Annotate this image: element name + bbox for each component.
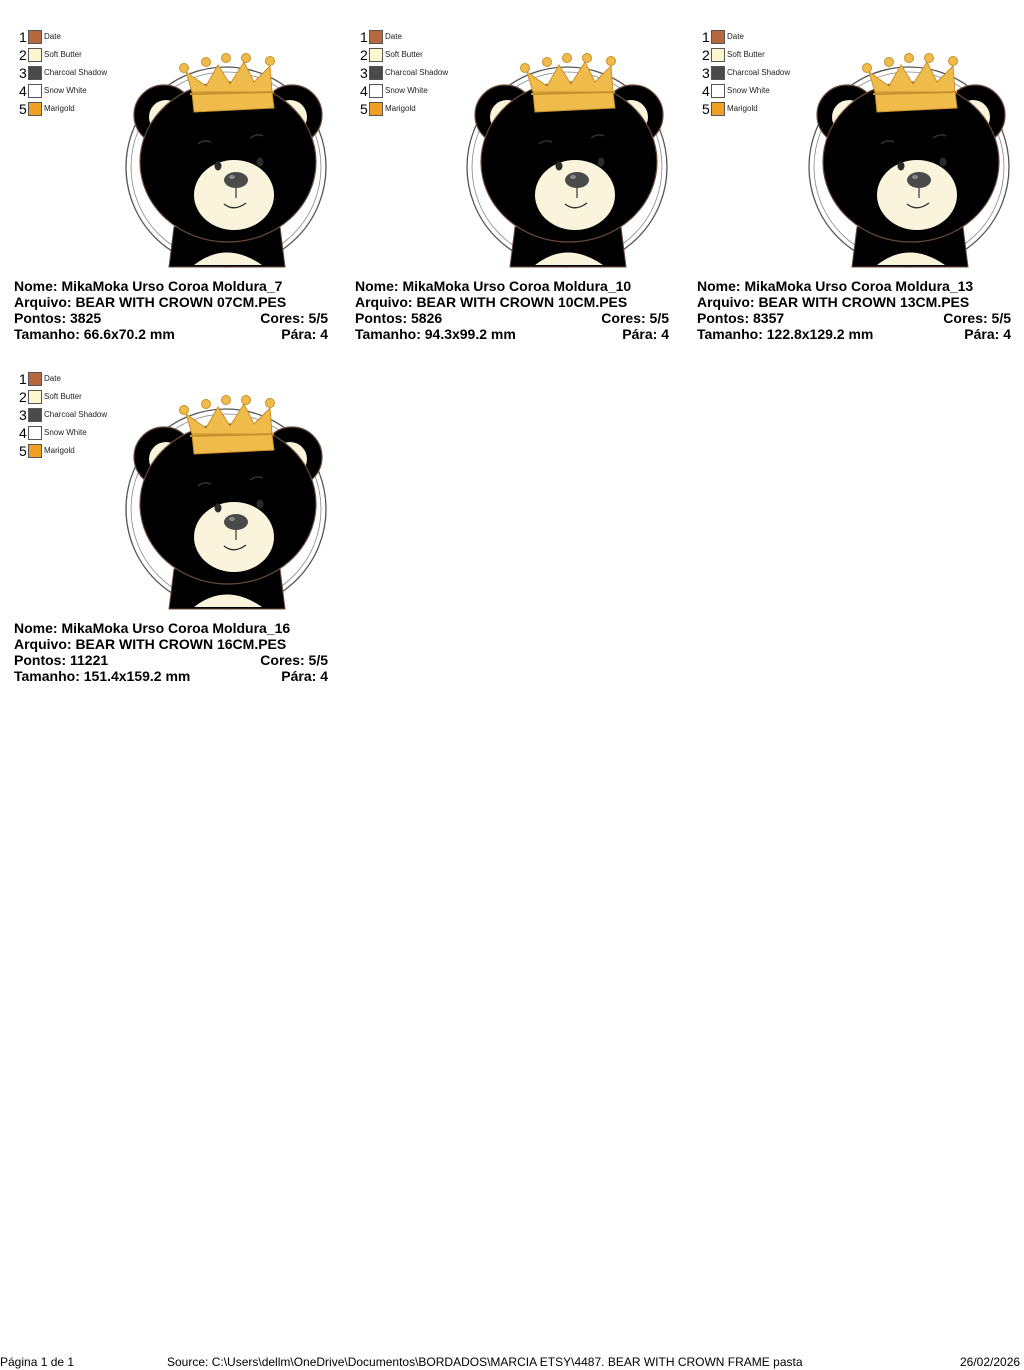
bear-with-crown-illustration bbox=[805, 32, 1013, 270]
thread-swatch bbox=[28, 66, 42, 80]
thread-legend bbox=[697, 28, 807, 118]
thread-name: Marigold bbox=[385, 104, 416, 113]
thread-number: 4 bbox=[19, 83, 27, 99]
thread-swatch bbox=[369, 66, 383, 80]
design-name: Nome: MikaMoka Urso Coroa Moldura_16 bbox=[14, 620, 291, 636]
thread-swatch bbox=[28, 408, 42, 422]
thread-name: Charcoal Shadow bbox=[727, 68, 791, 77]
design-size: Tamanho: 66.6x70.2 mm bbox=[14, 326, 175, 342]
thread-number: 5 bbox=[19, 101, 27, 117]
thread-swatch bbox=[369, 30, 383, 44]
design-name: Nome: MikaMoka Urso Coroa Moldura_13 bbox=[697, 278, 974, 294]
color-count: Cores: 5/5 bbox=[260, 652, 328, 668]
stop-count: Pára: 4 bbox=[964, 326, 1011, 342]
thread-number: 4 bbox=[360, 83, 368, 99]
legend-row-5 bbox=[14, 100, 124, 118]
thread-swatch bbox=[28, 390, 42, 404]
thread-legend bbox=[14, 28, 124, 118]
thread-name: Marigold bbox=[727, 104, 758, 113]
design-name: Nome: MikaMoka Urso Coroa Moldura_10 bbox=[355, 278, 632, 294]
design-file: Arquivo: BEAR WITH CROWN 07CM.PES bbox=[14, 294, 287, 310]
design-name: Nome: MikaMoka Urso Coroa Moldura_7 bbox=[14, 278, 283, 294]
legend-row-5 bbox=[14, 442, 124, 460]
legend-row-3 bbox=[14, 64, 124, 82]
stop-count: Pára: 4 bbox=[281, 326, 328, 342]
thread-number: 1 bbox=[19, 371, 27, 387]
design-info bbox=[697, 278, 1011, 342]
legend-row-1 bbox=[697, 28, 807, 46]
bear-with-crown-illustration bbox=[463, 32, 671, 270]
thread-name: Soft Butter bbox=[727, 50, 765, 59]
thread-swatch bbox=[711, 48, 725, 62]
legend-row-1 bbox=[355, 28, 465, 46]
thread-number: 2 bbox=[702, 47, 710, 63]
thread-number: 4 bbox=[19, 425, 27, 441]
thread-name: Marigold bbox=[44, 104, 75, 113]
legend-row-4 bbox=[355, 82, 465, 100]
thread-swatch bbox=[28, 30, 42, 44]
design-card-2 bbox=[355, 20, 685, 350]
legend-row-5 bbox=[697, 100, 807, 118]
design-info bbox=[14, 278, 328, 342]
thread-name: Snow White bbox=[44, 86, 87, 95]
thread-swatch bbox=[711, 66, 725, 80]
page-number: Página 1 de 1 bbox=[0, 1355, 75, 1369]
legend-row-1 bbox=[14, 28, 124, 46]
thread-name: Soft Butter bbox=[44, 50, 82, 59]
thread-name: Date bbox=[727, 32, 744, 41]
design-size: Tamanho: 94.3x99.2 mm bbox=[355, 326, 516, 342]
design-info bbox=[355, 278, 669, 342]
stop-count: Pára: 4 bbox=[622, 326, 669, 342]
legend-row-1 bbox=[14, 370, 124, 388]
thread-swatch bbox=[28, 48, 42, 62]
design-card-1 bbox=[14, 20, 344, 350]
thread-number: 4 bbox=[702, 83, 710, 99]
thread-name: Date bbox=[44, 32, 61, 41]
thread-number: 1 bbox=[702, 29, 710, 45]
thread-legend bbox=[14, 370, 124, 460]
legend-row-2 bbox=[14, 388, 124, 406]
design-card-3 bbox=[697, 20, 1024, 350]
bear-with-crown-illustration bbox=[122, 374, 330, 612]
stitch-count: Pontos: 8357 bbox=[697, 310, 785, 326]
thread-swatch bbox=[28, 372, 42, 386]
legend-row-4 bbox=[14, 82, 124, 100]
stitch-count: Pontos: 11221 bbox=[14, 652, 109, 668]
thread-name: Soft Butter bbox=[385, 50, 423, 59]
legend-row-2 bbox=[355, 46, 465, 64]
design-file: Arquivo: BEAR WITH CROWN 16CM.PES bbox=[14, 636, 287, 652]
thread-name: Snow White bbox=[727, 86, 770, 95]
thread-swatch bbox=[28, 444, 42, 458]
stop-count: Pára: 4 bbox=[281, 668, 328, 684]
thread-swatch bbox=[369, 48, 383, 62]
design-file: Arquivo: BEAR WITH CROWN 13CM.PES bbox=[697, 294, 970, 310]
stitch-count: Pontos: 3825 bbox=[14, 310, 102, 326]
thread-number: 2 bbox=[19, 389, 27, 405]
stitch-count: Pontos: 5826 bbox=[355, 310, 443, 326]
legend-row-5 bbox=[355, 100, 465, 118]
thread-number: 1 bbox=[19, 29, 27, 45]
source-path: Source: C:\Users\dellm\OneDrive\Documentos\BORDADOS\MARCIA ETSY\4487. BEAR WITH CROWN FRAME pasta bbox=[167, 1355, 803, 1369]
thread-name: Marigold bbox=[44, 446, 75, 455]
thread-name: Snow White bbox=[44, 428, 87, 437]
thread-name: Charcoal Shadow bbox=[44, 410, 108, 419]
design-size: Tamanho: 122.8x129.2 mm bbox=[697, 326, 874, 342]
thread-swatch bbox=[711, 84, 725, 98]
thread-number: 1 bbox=[360, 29, 368, 45]
color-count: Cores: 5/5 bbox=[943, 310, 1011, 326]
design-file: Arquivo: BEAR WITH CROWN 10CM.PES bbox=[355, 294, 628, 310]
thread-number: 2 bbox=[360, 47, 368, 63]
thread-swatch bbox=[711, 102, 725, 116]
legend-row-2 bbox=[14, 46, 124, 64]
thread-legend bbox=[355, 28, 465, 118]
thread-name: Date bbox=[44, 374, 61, 383]
thread-swatch bbox=[369, 84, 383, 98]
thread-number: 3 bbox=[702, 65, 710, 81]
thread-name: Snow White bbox=[385, 86, 428, 95]
thread-name: Charcoal Shadow bbox=[44, 68, 108, 77]
thread-number: 3 bbox=[19, 407, 27, 423]
design-info bbox=[14, 620, 328, 684]
print-date: 26/02/2026 bbox=[960, 1355, 1021, 1369]
design-card-4 bbox=[14, 362, 344, 692]
thread-number: 5 bbox=[19, 443, 27, 459]
thread-swatch bbox=[711, 30, 725, 44]
legend-row-3 bbox=[355, 64, 465, 82]
thread-swatch bbox=[28, 102, 42, 116]
legend-row-4 bbox=[697, 82, 807, 100]
thread-swatch bbox=[28, 426, 42, 440]
bear-with-crown-illustration bbox=[122, 32, 330, 270]
thread-number: 3 bbox=[19, 65, 27, 81]
legend-row-2 bbox=[697, 46, 807, 64]
thread-name: Date bbox=[385, 32, 402, 41]
legend-row-4 bbox=[14, 424, 124, 442]
thread-number: 5 bbox=[360, 101, 368, 117]
legend-row-3 bbox=[14, 406, 124, 424]
thread-number: 3 bbox=[360, 65, 368, 81]
thread-number: 5 bbox=[702, 101, 710, 117]
thread-name: Charcoal Shadow bbox=[385, 68, 449, 77]
thread-swatch bbox=[28, 84, 42, 98]
thread-swatch bbox=[369, 102, 383, 116]
thread-number: 2 bbox=[19, 47, 27, 63]
thread-name: Soft Butter bbox=[44, 392, 82, 401]
color-count: Cores: 5/5 bbox=[601, 310, 669, 326]
legend-row-3 bbox=[697, 64, 807, 82]
color-count: Cores: 5/5 bbox=[260, 310, 328, 326]
design-size: Tamanho: 151.4x159.2 mm bbox=[14, 668, 191, 684]
